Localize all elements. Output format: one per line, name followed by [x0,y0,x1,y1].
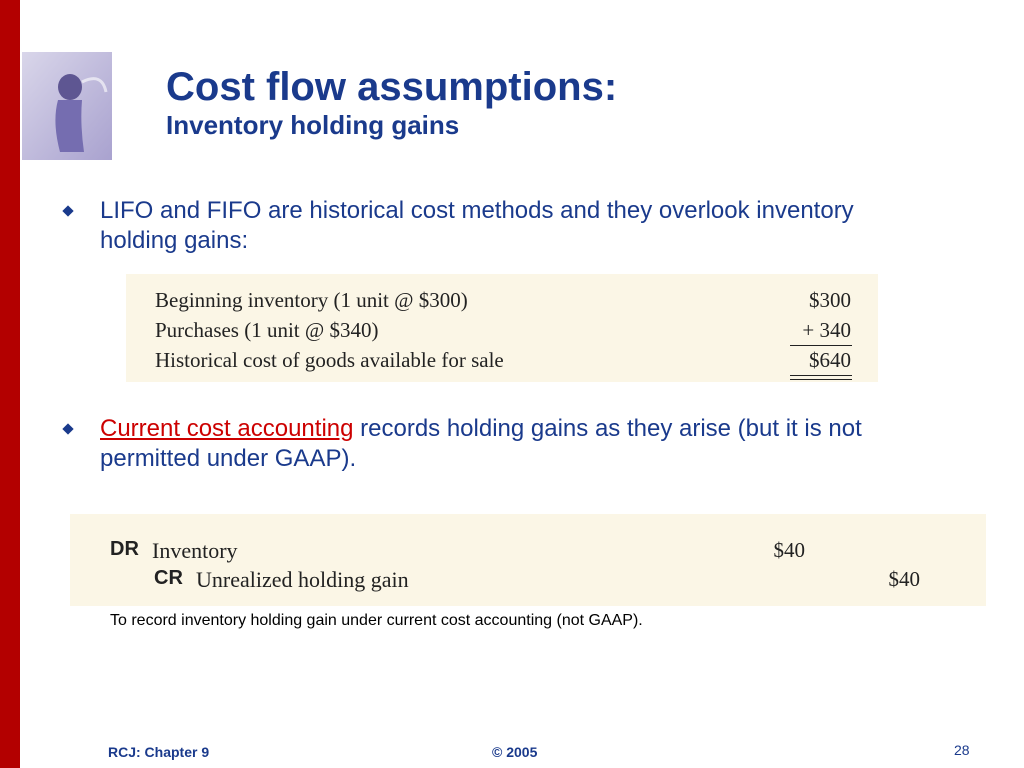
row-value: $640 [809,348,851,372]
debit-amount: $40 [773,538,805,562]
title-main: Cost flow assumptions: [166,65,618,109]
footer-chapter: RCJ: Chapter 9 [108,744,210,760]
footer-copyright: © 2005 [492,744,538,760]
decorative-photo [22,52,112,160]
title-subtitle: Inventory holding gains [166,110,460,140]
slide-title [166,64,617,140]
debit-label: DR [110,538,139,560]
bullet-item [100,196,900,256]
row-label: Historical cost of goods available for sale [155,348,504,372]
row-label: Purchases (1 unit @ $340) [155,318,379,342]
row-value: + 340 [802,318,851,342]
credit-account: Unrealized holding gain [196,567,409,592]
current-cost-accounting-link[interactable]: Current cost accounting [100,415,354,442]
journal-entry-box [70,514,986,606]
row-label: Beginning inventory (1 unit @ $300) [155,288,468,312]
double-rule-top [790,375,852,376]
page-number: 28 [954,742,970,758]
historical-cost-table [126,274,878,382]
debit-account: Inventory [152,538,238,563]
credit-amount: $40 [888,567,920,591]
bullet-item [100,414,940,474]
credit-label: CR [154,567,183,589]
left-accent-bar [0,0,20,768]
row-value: $300 [809,288,851,312]
bullet-diamond-icon [62,205,73,216]
journal-caption: To record inventory holding gain under current cost accounting (not GAAP). [110,612,643,629]
double-rule-bottom [790,379,852,380]
bullet-text: records holding gains as they arise (but it is not permitted under GAAP). [100,415,862,472]
bullet-text: LIFO and FIFO are historical cost methods and they overlook inventory holding gains: [100,197,854,254]
bullet-diamond-icon [62,423,73,434]
